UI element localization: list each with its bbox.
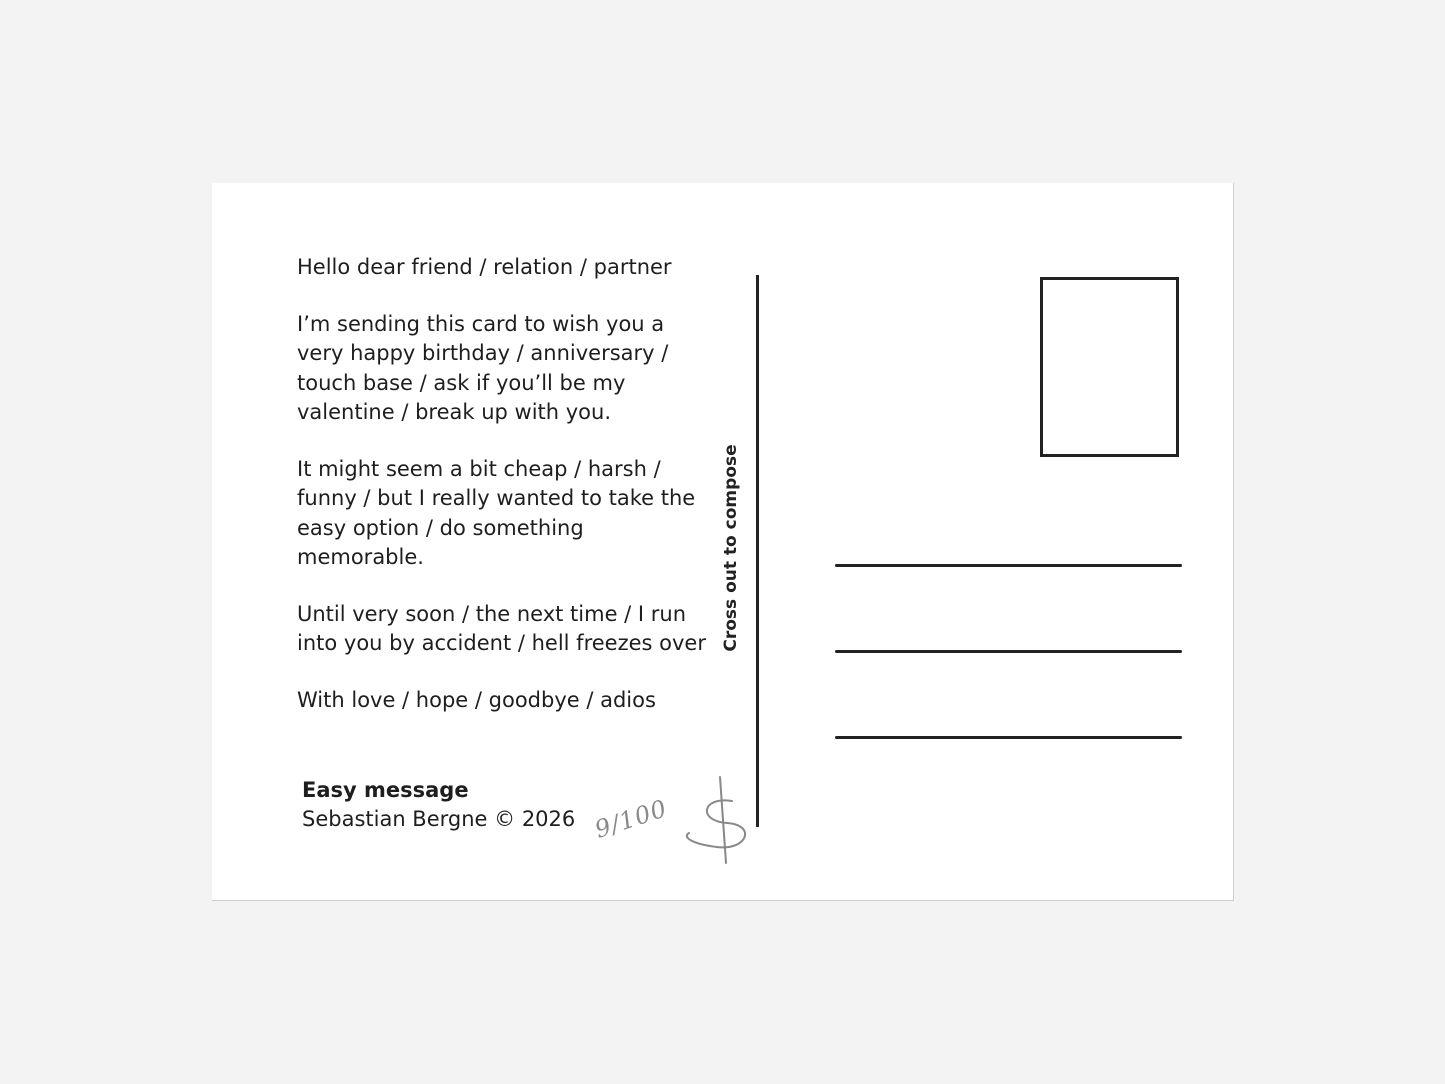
message-paragraph: I’m sending this card to wish you a very happy birthday / anniversary / touch base / ask if you’ll be my valentine / break up with you. <box>297 311 669 424</box>
message-text <box>297 253 717 742</box>
address-line <box>835 736 1182 739</box>
stamp-box <box>1040 277 1179 457</box>
handwritten-edition-number: 9/100 <box>591 794 671 844</box>
postcard <box>212 183 1234 901</box>
center-divider <box>756 275 759 827</box>
message-paragraph: Until very soon / the next time / I run into you by accident / hell freezes over <box>297 601 706 655</box>
address-line <box>835 650 1182 653</box>
closing: With love / hope / goodbye / adios <box>297 687 656 712</box>
cross-out-label: Cross out to compose <box>721 444 741 652</box>
card-credit: Sebastian Bergne © 2026 <box>302 807 576 831</box>
card-title: Easy message <box>302 778 469 802</box>
greeting: Hello dear friend / relation / partner <box>297 255 672 279</box>
address-line <box>835 564 1182 567</box>
credits <box>302 776 575 834</box>
message-paragraph: It might seem a bit cheap / harsh / funny / but I really wanted to take the easy option / do something memorable. <box>297 456 696 569</box>
